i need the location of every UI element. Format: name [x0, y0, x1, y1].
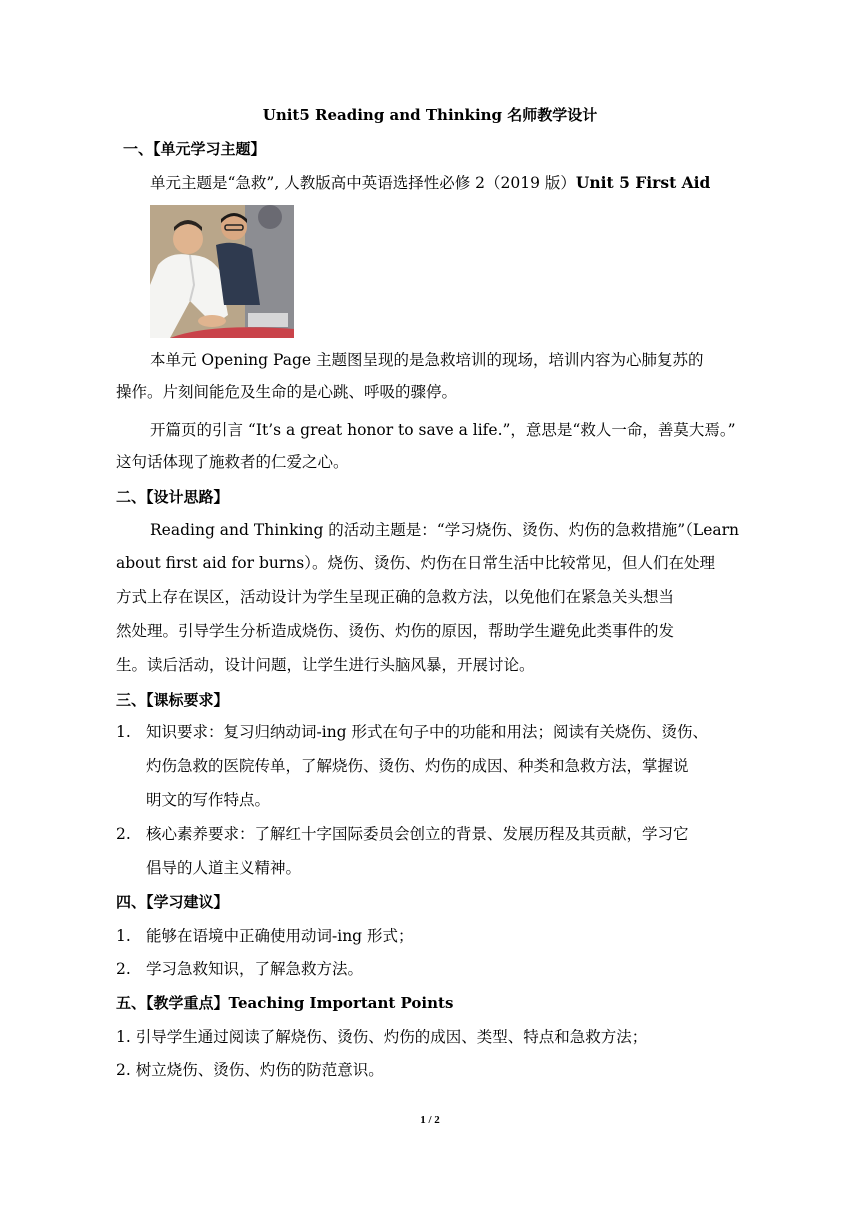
section-4-item-2-text: 学习急救知识，了解急救方法。: [146, 960, 364, 978]
page-number: 1 / 2: [420, 1114, 440, 1126]
section-3-item-2-line-2: 倡导的人道主义精神。: [146, 859, 302, 877]
section-4-item-1: [116, 925, 414, 947]
section-1-para-1-line-1: 本单元 Opening Page 主题图呈现的是急救培训的现场，培训内容为心肺复苏的: [150, 351, 704, 369]
section-4-heading: 四、【学习建议】: [116, 893, 229, 911]
section-5-heading: 五、【教学重点】Teaching Important Points: [116, 994, 454, 1012]
section-3-item-1-line-2: 灼伤急救的医院传单，了解烧伤、烫伤、灼伤的成因、种类和急救方法，掌握说: [146, 757, 689, 775]
section-3-item-2-number: 2.: [116, 825, 131, 843]
section-4-item-2: [116, 958, 363, 980]
section-1-intro: [150, 172, 710, 194]
section-2-line-4: 然处理。引导学生分析造成烧伤、烫伤、灼伤的原因，帮助学生避免此类事件的发: [116, 622, 675, 640]
section-3-item-2-line-1: [116, 823, 689, 845]
section-2-line-5: 生。读后活动，设计问题，让学生进行头脑风暴，开展讨论。: [116, 656, 535, 674]
section-4-item-2-number: 2.: [116, 960, 131, 978]
section-2-heading: 二、【设计思路】: [116, 488, 229, 506]
section-5-item-2: 2. 树立烧伤、烫伤、灼伤的防范意识。: [116, 1061, 384, 1079]
section-3-item-1-line-1: [116, 721, 708, 743]
section-1-para-1-line-2: 操作。片刻间能危及生命的是心跳、呼吸的骤停。: [116, 383, 458, 401]
section-3-heading: 三、【课标要求】: [116, 691, 229, 709]
section-4-item-1-number: 1.: [116, 927, 131, 945]
first-aid-training-photo: [150, 205, 294, 338]
section-2-line-1: Reading and Thinking 的活动主题是：“学习烧伤、烫伤、灼伤的急救措施”（Learn: [150, 521, 740, 539]
section-2-line-3: 方式上存在误区，活动设计为学生呈现正确的急救方法，以免他们在紧急关头想当: [116, 588, 675, 606]
document-title: Unit5 Reading and Thinking 名师教学设计: [262, 106, 598, 124]
cpr-photo-illustration: [150, 205, 294, 338]
section-1-heading: 一、【单元学习主题】: [123, 140, 266, 158]
section-5-item-1: 1. 引导学生通过阅读了解烧伤、烫伤、灼伤的成因、类型、特点和急救方法；: [116, 1028, 648, 1046]
section-3-item-1-number: 1.: [116, 723, 131, 741]
section-2-line-2: about first aid for burns）。烧伤、烫伤、灼伤在日常生活中比较常见，但人们在处理: [116, 554, 715, 572]
section-1-intro-text: 单元主题是“急救”, 人教版高中英语选择性必修 2（2019 版）: [150, 174, 576, 192]
section-1-para-2-line-1: 开篇页的引言 “It’s a great honor to save a life.”，意思是“救人一命，善莫大焉。”: [150, 421, 736, 439]
section-3-item-2-text: 核心素养要求：了解红十字国际委员会创立的背景、发展历程及其贡献，学习它: [146, 825, 689, 843]
section-1-para-2-line-2: 这句话体现了施救者的仁爱之心。: [116, 453, 349, 471]
section-3-item-1-line-3: 明文的写作特点。: [146, 791, 271, 809]
section-4-item-1-text: 能够在语境中正确使用动词-ing 形式；: [146, 927, 414, 945]
section-1-intro-unit: Unit 5 First Aid: [575, 173, 711, 192]
section-3-item-1-text: 知识要求：复习归纳动词-ing 形式在句子中的功能和用法；阅读有关烧伤、烫伤、: [146, 723, 709, 741]
